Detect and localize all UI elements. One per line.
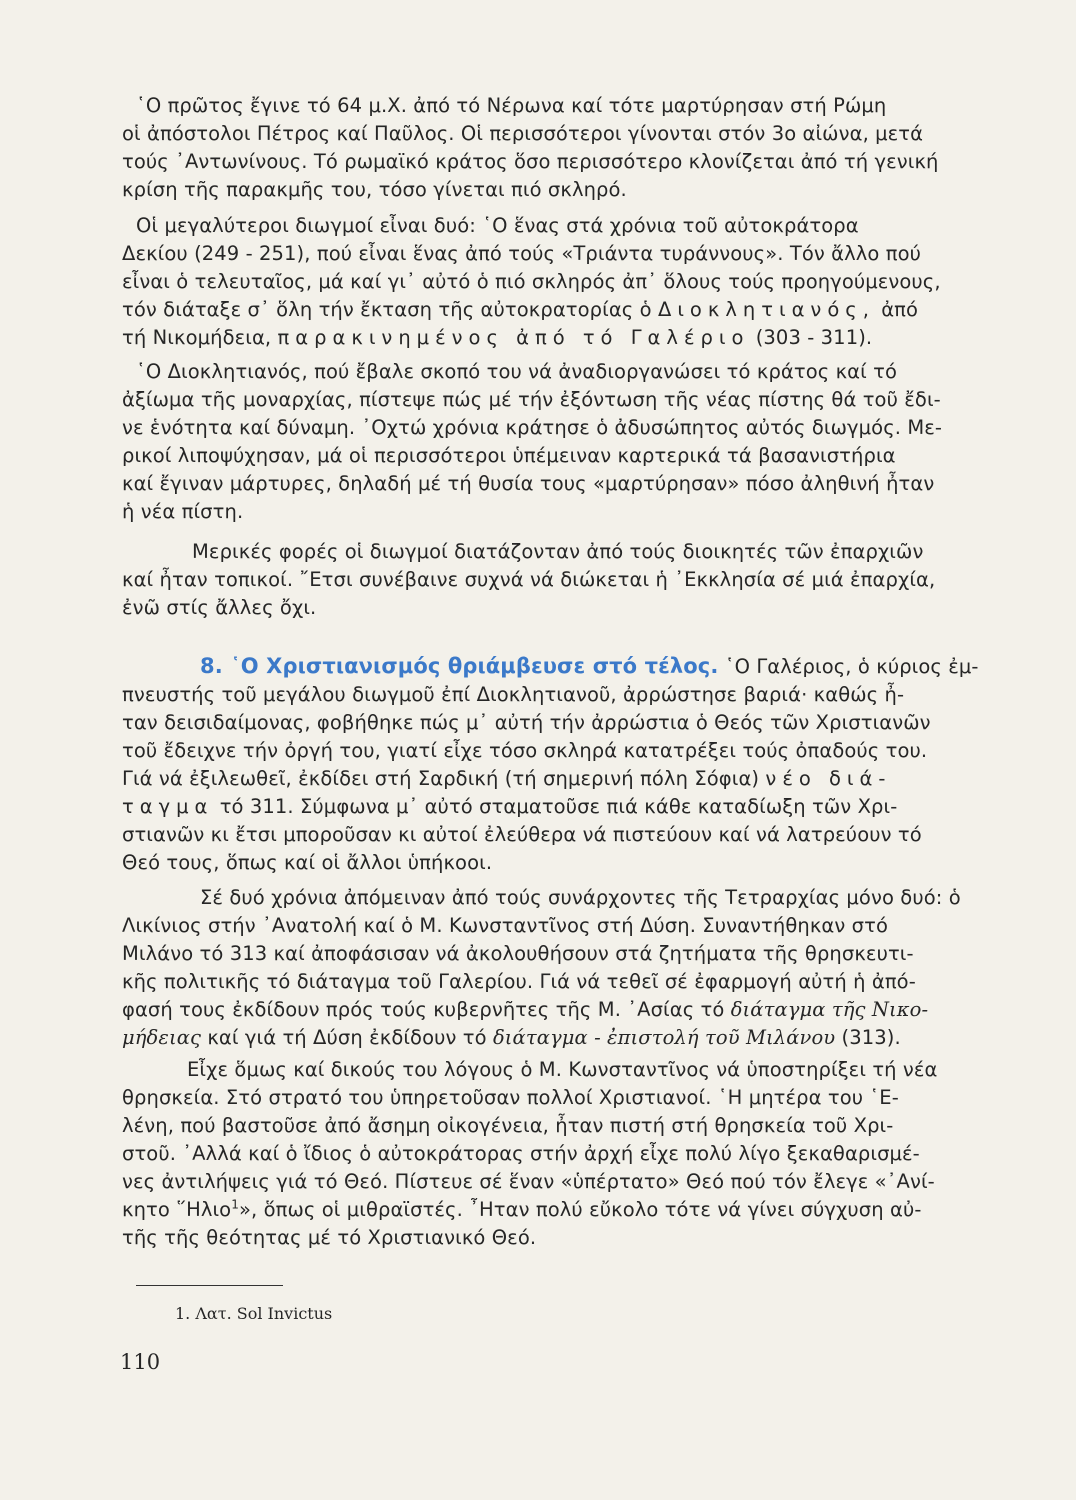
text-fragment: φασή τους ἐκδίδουν πρός τούς κυβερνῆτες τῆς Μ. ᾿Ασίας τό [122, 998, 725, 1021]
text-line: ῾Ο Διοκλητιανός, πού ἔβαλε σκοπό του νά ἀναδιοργανώσει τό κράτος καί τό [136, 360, 898, 383]
text-line: Οἱ μεγαλύτεροι διωγμοί εἶναι δυό: ῾Ο ἕνας στά χρόνια τοῦ αὐτοκράτορα [136, 214, 859, 237]
text-line: κῆς πολιτικῆς τό διάταγμα τοῦ Γαλερίου. Γιά νά τεθεῖ σέ ἐφαρμογή αὐτή ἡ ἀπό- [122, 970, 916, 993]
text-fragment: (313). [841, 1026, 901, 1049]
italic-title: διάταγμα τῆς Νικο- [730, 998, 929, 1021]
text-line [122, 1024, 962, 1052]
text-line: νες ἀντιλήψεις γιά τό Θεό. Πίστευε σέ ἕναν «ὑπέρτατο» Θεό πού τόν ἔλεγε «᾿Ανί- [122, 1170, 935, 1193]
text-line: Θεό τους, ὅπως καί οἱ ἄλλοι ὑπήκοοι. [122, 851, 493, 874]
text-line: καί ἔγιναν μάρτυρες, δηλαδή μέ τή θυσία τους «μαρτύρησαν» πόσο ἀληθινή ἦταν [122, 472, 935, 495]
italic-title: διάταγμα - ἐπιστολή τοῦ Μιλάνου [492, 1026, 836, 1049]
text-line [122, 296, 962, 324]
text-line: κρίση τῆς παρακμῆς του, τόσο γίνεται πιό σκληρό. [122, 178, 627, 201]
footnote-marker: 1 [231, 1197, 239, 1212]
text-line: Λικίνιος στήν ᾿Ανατολή καί ὁ Μ. Κωνσταντῖνος στή Δύση. Συναντήθηκαν στό [122, 914, 888, 937]
text-line [122, 765, 962, 793]
paragraph-4 [122, 538, 962, 622]
paragraph-1 [122, 92, 962, 204]
text-fragment: τή Νικομήδεια, [122, 326, 272, 349]
section-8 [122, 652, 979, 877]
text-line: ρικοί λιποψύχησαν, μά οἱ περισσότεροι ὑπέμειναν καρτερικά τά βασανιστήρια [122, 444, 896, 467]
text-fragment: καί γιά τή Δύση ἐκδίδουν τό [207, 1026, 487, 1049]
text-line: Σέ δυό χρόνια ἀπόμειναν ἀπό τούς συνάρχοντες τῆς Τετραρχίας μόνο δυό: ὁ [200, 886, 961, 909]
text-fragment: Γιά νά ἐξιλεωθεῖ, ἐκδίδει στή Σαρδική (τή σημερινή πόλη Σόφια) [122, 767, 760, 790]
text-fragment: τόν διάταξε σ᾿ ὅλη τήν ἔκταση τῆς αὐτοκρατορίας ὁ [122, 298, 652, 321]
text-line [122, 996, 962, 1024]
text-line: Μερικές φορές οἱ διωγμοί διατάζονταν ἀπό τούς διοικητές τῶν ἐπαρχιῶν [192, 540, 924, 563]
text-line: οἱ ἀπόστολοι Πέτρος καί Παῦλος. Οἱ περισσότεροι γίνονται στόν 3ο αἰώνα, μετά [122, 122, 924, 145]
text-line [122, 793, 962, 821]
text-fragment: τό 311. Σύμφωνα μ᾿ αὐτό σταματοῦσε πιά κάθε καταδίωξη τῶν Χρι- [219, 795, 898, 818]
text-line: τούς ᾿Αντωνίνους. Τό ρωμαϊκό κράτος ὅσο περισσότερο κλονίζεται ἀπό τή γενική [122, 150, 939, 173]
paragraph-6 [122, 884, 962, 1052]
text-line: στοῦ. ᾿Αλλά καί ὁ ἴδιος ὁ αὐτοκράτορας στήν ἀρχή εἶχε πολύ λίγο ξεκαθαρισμέ- [122, 1142, 920, 1165]
text-line: τῆς τῆς θεότητας μέ τό Χριστιανικό Θεό. [122, 1226, 537, 1249]
emphasized-name: Διοκλητιανός, [657, 298, 875, 321]
text-line: ταν δεισιδαίμονας, φοβήθηκε πώς μ᾿ αὐτή τήν ἀρρώστια ὁ Θεός τῶν Χριστιανῶν [122, 711, 931, 734]
emphasized-phrase: παρακινημένος ἀπό τό Γαλέριο [277, 326, 750, 349]
text-line: ἐνῶ στίς ἄλλες ὄχι. [122, 596, 317, 619]
text-fragment: κητο ῞Ηλιο [122, 1198, 232, 1221]
text-line: τοῦ ἔδειχνε τήν ὀργή του, γιατί εἶχε τόσο σκληρά κατατρέξει τούς ὀπαδούς του. [122, 739, 928, 762]
text-fragment: », ὅπως οἱ μιθραϊστές. ῏Ηταν πολύ εὔκολο τότε νά γίνει σύγχυση αὐ- [238, 1198, 922, 1221]
paragraph-7 [122, 1056, 962, 1252]
text-line: καί ἦταν τοπικοί. ῎Ετσι συνέβαινε συχνά νά διώκεται ἡ ᾿Εκκλησία σέ μιά ἐπαρχία, [122, 568, 936, 591]
text-line: ἡ νέα πίστη. [122, 500, 244, 523]
text-fragment: ἀπό [881, 298, 919, 321]
footnote-divider [136, 1285, 283, 1286]
text-line: πνευστής τοῦ μεγάλου διωγμοῦ ἐπί Διοκλητιανοῦ, ἀρρώστησε βαριά· καθώς ἦ- [122, 683, 905, 706]
text-line [122, 1196, 962, 1224]
paragraph-2 [122, 212, 962, 352]
text-line [122, 324, 962, 352]
text-line: Εἶχε ὅμως καί δικούς του λόγους ὁ Μ. Κωνσταντῖνος νά ὑποστηρίξει τή νέα [187, 1058, 938, 1081]
text-fragment: (303 - 311). [755, 326, 873, 349]
emphasized-phrase: νέο διά- [765, 767, 892, 790]
text-line: στιανῶν κι ἔτσι μποροῦσαν κι αὐτοί ἐλεύθερα νά πιστεύουν καί νά λατρεύουν τό [122, 823, 922, 846]
section-heading: 8. ῾Ο Χριστιανισμός θριάμβευσε στό τέλος. [200, 654, 719, 678]
text-fragment: ῾Ο Γαλέριος, ὁ κύριος ἐμ- [724, 655, 979, 678]
italic-title: μήδειας [122, 1026, 201, 1049]
text-line: Δεκίου (249 - 251), πού εἶναι ἕνας ἀπό τούς «Τριάντα τυράννους». Τόν ἄλλο πού [122, 242, 921, 265]
text-line [122, 652, 979, 681]
text-line: εἶναι ὁ τελευταῖος, μά καί γι᾿ αὐτό ὁ πιό σκληρός ἀπ᾿ ὅλους τούς προηγούμενους, [122, 270, 941, 293]
text-line: λένη, πού βαστοῦσε ἀπό ἄσημη οἰκογένεια, ἦταν πιστή στή θρησκεία τοῦ Χρι- [122, 1114, 894, 1137]
emphasized-phrase: ταγμα [122, 795, 214, 818]
text-line: νε ἑνότητα καί δύναμη. ᾿Οχτώ χρόνια κράτησε ὁ ἀδυσώπητος αὐτός διωγμός. Με- [122, 416, 943, 439]
text-line: θρησκεία. Στό στρατό του ὑπηρετοῦσαν πολλοί Χριστιανοί. ῾Η μητέρα του ῾Ε- [122, 1086, 899, 1109]
footnote: 1. Λατ. Sol Invictus [175, 1304, 333, 1323]
text-line: ῾Ο πρῶτος ἔγινε τό 64 μ.Χ. ἀπό τό Νέρωνα καί τότε μαρτύρησαν στή Ρώμη [136, 94, 887, 117]
paragraph-3 [122, 358, 962, 526]
text-line: ἀξίωμα τῆς μοναρχίας, πίστεψε πώς μέ τήν ἐξόντωση τῆς νέας πίστης θά τοῦ ἔδι- [122, 388, 941, 411]
page-number: 110 [120, 1350, 161, 1374]
text-line: Μιλάνο τό 313 καί ἀποφάσισαν νά ἀκολουθήσουν στά ζητήματα τῆς θρησκευτι- [122, 942, 914, 965]
